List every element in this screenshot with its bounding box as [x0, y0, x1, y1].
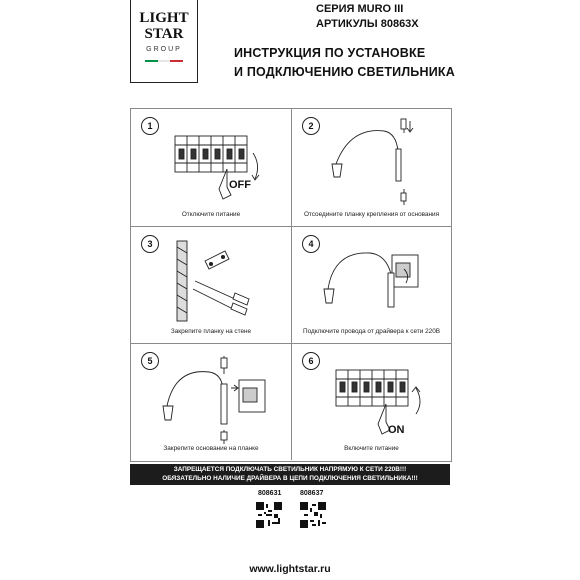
step-2	[291, 109, 451, 226]
step-number: 5	[141, 352, 159, 370]
step-caption: Включите питание	[344, 445, 399, 452]
step-4	[291, 226, 451, 343]
step-number: 1	[141, 117, 159, 135]
step-6	[291, 343, 451, 460]
step-1	[131, 109, 291, 226]
product-code-2: 808637	[300, 490, 324, 497]
product-code-1: 808631	[258, 490, 282, 497]
logo-line-1: LIGHT	[139, 10, 189, 26]
step-caption: Отсоедините планку крепления от основания	[303, 211, 440, 218]
step-number: 3	[141, 235, 159, 253]
title-line-1: ИНСТРУКЦИЯ ПО УСТАНОВКЕ	[234, 46, 426, 60]
warning-banner	[130, 464, 450, 485]
step-5	[131, 343, 291, 460]
off-label: OFF	[229, 179, 251, 191]
step-caption: Подключите провода от драйвера к сети 220В	[302, 328, 441, 335]
step-3	[131, 226, 291, 343]
steps-grid	[130, 108, 452, 462]
on-label: ON	[388, 424, 405, 436]
logo-line-2: STAR	[144, 26, 184, 42]
series-info	[316, 2, 419, 32]
logo-line-3: GROUP	[146, 46, 182, 53]
warning-line-2: ОБЯЗАТЕЛЬНО НАЛИЧИЕ ДРАЙВЕРА В ЦЕПИ ПОДКЛЮЧЕНИЯ СВЕТИЛЬНИКА!!!	[162, 475, 418, 482]
title-line-2: И ПОДКЛЮЧЕНИЮ СВЕТИЛЬНИКА	[234, 65, 455, 79]
step-number: 6	[302, 352, 320, 370]
italian-flag-icon	[145, 60, 183, 62]
series-name: СЕРИЯ MURO III	[316, 3, 404, 15]
warning-line-1: ЗАПРЕЩАЕТСЯ ПОДКЛЮЧАТЬ СВЕТИЛЬНИК НАПРЯМУЮ К СЕТИ 220В!!!	[173, 466, 407, 473]
article-numbers: АРТИКУЛЫ 80863X	[316, 18, 419, 30]
website-link[interactable]: www.lightstar.ru	[249, 563, 331, 575]
step-caption: Отключите питание	[181, 211, 241, 218]
brand-logo	[130, 0, 198, 83]
qr-code-icon[interactable]	[300, 502, 326, 528]
step-caption: Закрепите планку на стене	[170, 328, 252, 335]
qr-code-icon[interactable]	[256, 502, 282, 528]
step-number: 4	[302, 235, 320, 253]
page-title	[234, 44, 455, 82]
step-number: 2	[302, 117, 320, 135]
step-caption: Закрепите основание на планке	[163, 445, 259, 452]
